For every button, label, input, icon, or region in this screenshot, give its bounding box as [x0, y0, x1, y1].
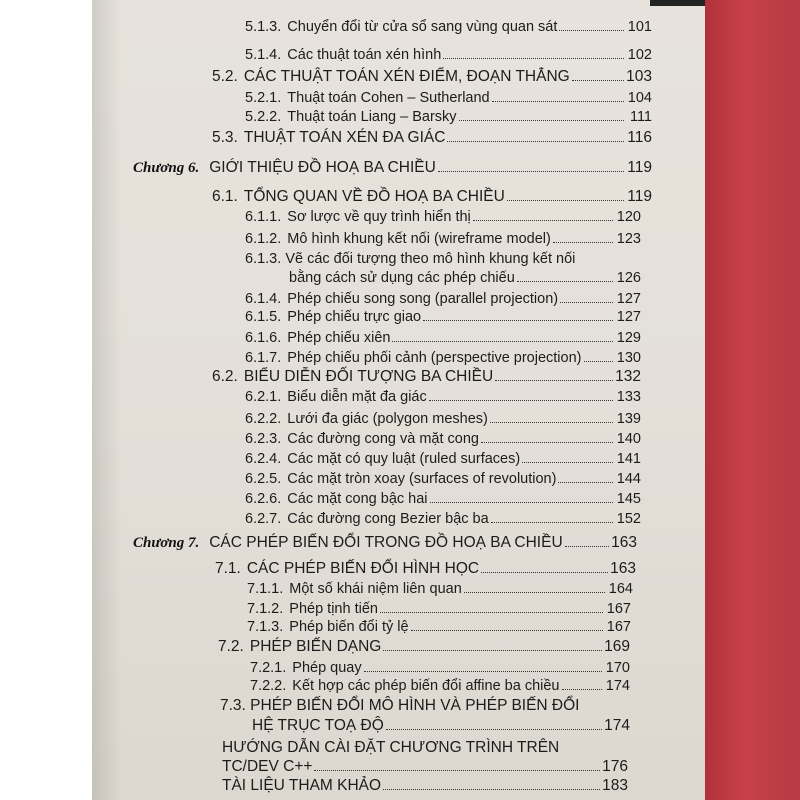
toc-title: CÁC THUẬT TOÁN XÉN ĐIỂM, ĐOẠN THẲNG [243, 68, 570, 85]
toc-title: THUẬT TOÁN XÉN ĐA GIÁC [243, 129, 446, 146]
toc-entry [252, 716, 630, 736]
toc-title: Phép chiếu song song (parallel projection) [287, 291, 559, 307]
toc-title: Phép chiếu xiên [287, 330, 391, 346]
toc-number: 5.2.1. [245, 90, 282, 106]
toc-number: 6.1. [212, 188, 238, 205]
dot-leader [553, 229, 613, 243]
toc-entry [250, 676, 630, 696]
toc-number: 7.2. [218, 638, 244, 655]
dot-leader [522, 449, 613, 463]
toc-title: Các đường cong và mặt cong [287, 431, 479, 447]
toc-entry-first-line [222, 738, 559, 758]
toc-title: PHÉP BIẾN DẠNG [249, 638, 382, 655]
toc-title: Phép tịnh tiến [289, 601, 378, 617]
toc-entry-first-line [220, 696, 579, 716]
toc-page: 139 [616, 411, 641, 427]
toc-number: 7.1.2. [247, 601, 284, 617]
toc-entry [245, 88, 652, 108]
toc-number: 7.1.3. [247, 619, 284, 635]
toc-title: BIỂU DIỄN ĐỐI TƯỢNG BA CHIỀU [243, 368, 494, 385]
toc-page: 127 [616, 291, 641, 307]
toc-title: Các mặt có quy luật (ruled surfaces) [287, 451, 521, 467]
toc-title: Các mặt cong bậc hai [287, 491, 428, 507]
toc-chapter-entry [133, 158, 652, 178]
toc-number: 6.2.4. [245, 451, 282, 467]
toc-number: 5.1.4. [245, 47, 282, 63]
toc-page: 120 [616, 209, 641, 225]
dot-leader [386, 716, 602, 730]
toc-number: 6.1.3. [245, 251, 282, 267]
toc-page: 123 [616, 231, 641, 247]
dot-leader [491, 509, 613, 523]
toc-title: Thuật toán Liang – Barsky [287, 109, 457, 125]
toc-page: 140 [616, 431, 641, 447]
toc-page: 183 [602, 777, 628, 794]
toc-number: 6.2.2. [245, 411, 282, 427]
toc-page: 167 [606, 601, 631, 617]
toc-entry [222, 776, 628, 796]
toc-page: 174 [605, 678, 630, 694]
toc-entry [245, 207, 641, 227]
toc-entry [245, 509, 641, 529]
toc-page: 132 [615, 368, 641, 385]
toc-page: 164 [608, 581, 633, 597]
toc-page: 141 [616, 451, 641, 467]
toc-entry [289, 268, 641, 288]
toc-number: 6.1.5. [245, 309, 282, 325]
toc-title: Kết hợp các phép biến đổi affine ba chiều [292, 678, 560, 694]
toc-entry [247, 579, 633, 599]
book-cover-edge [705, 0, 800, 800]
toc-title: TÀI LIỆU THAM KHẢO [222, 777, 382, 794]
toc-entry [245, 17, 652, 37]
toc-number: 5.2.2. [245, 109, 282, 125]
dot-leader [517, 268, 613, 282]
toc-title: PHÉP BIẾN ĐỔI MÔ HÌNH VÀ PHÉP BIẾN ĐỔI [250, 697, 580, 714]
toc-number: 7.2.2. [250, 678, 287, 694]
toc-page: 174 [604, 717, 630, 734]
toc-page: 170 [605, 660, 630, 676]
toc-page: 145 [616, 491, 641, 507]
dot-leader [314, 757, 600, 771]
dot-leader [481, 429, 613, 443]
toc-page: 102 [627, 47, 652, 63]
dot-leader [495, 367, 613, 381]
dot-leader [481, 559, 608, 573]
toc-page: 111 [629, 109, 652, 125]
dot-leader [559, 17, 624, 31]
toc-entry [212, 67, 652, 87]
dot-leader [429, 387, 613, 401]
toc-title: Lưới đa giác (polygon meshes) [287, 411, 488, 427]
page-corner-mark [650, 0, 705, 6]
dot-leader [558, 469, 613, 483]
toc-entry [218, 637, 630, 657]
toc-entry [212, 128, 652, 148]
toc-entry [245, 429, 641, 449]
toc-number: 6.2.3. [245, 431, 282, 447]
toc-entry [215, 559, 636, 579]
toc-page: 103 [626, 68, 652, 85]
dot-leader [392, 328, 613, 342]
toc-title: Các mặt tròn xoay (surfaces of revolution) [287, 471, 557, 487]
dot-leader [459, 107, 624, 121]
toc-entry [245, 229, 641, 249]
dot-leader [492, 88, 624, 102]
toc-title: Chuyển đổi từ cửa sổ sang vùng quan sát [287, 19, 558, 35]
dot-leader [507, 187, 624, 201]
toc-entry [245, 449, 641, 469]
chapter-label: Chương 7. [133, 535, 200, 551]
toc-number: 6.1.2. [245, 231, 282, 247]
toc-page: 116 [627, 129, 652, 146]
toc-page: 176 [602, 758, 628, 775]
toc-title: Phép chiếu phối cảnh (perspective projection) [287, 350, 582, 366]
toc-number: 7.3. [220, 697, 246, 714]
toc-page: 127 [616, 309, 641, 325]
page-gutter-shadow [92, 0, 122, 800]
toc-number: 6.1.4. [245, 291, 282, 307]
toc-page: 119 [627, 159, 652, 176]
dot-leader [438, 158, 624, 172]
toc-number: 5.3. [212, 129, 238, 146]
chapter-label: Chương 6. [133, 160, 200, 176]
toc-chapter-entry [133, 533, 637, 553]
toc-entry [245, 107, 652, 127]
toc-number: 6.2.1. [245, 389, 282, 405]
toc-entry [250, 658, 630, 678]
toc-entry [245, 307, 641, 327]
toc-title: Một số khái niệm liên quan [289, 581, 462, 597]
toc-title: Phép chiếu trực giao [287, 309, 422, 325]
toc-number: 5.1.3. [245, 19, 282, 35]
toc-title: Các thuật toán xén hình [287, 47, 442, 63]
toc-number: 6.2. [212, 368, 238, 385]
toc-title: GIỚI THIỆU ĐỒ HOẠ BA CHIỀU [209, 159, 436, 176]
toc-page: 163 [610, 560, 636, 577]
dot-leader [584, 348, 614, 362]
toc-title-continued: TC/DEV C++ [222, 758, 313, 775]
toc-page: 129 [616, 330, 641, 346]
toc-entry [247, 599, 631, 619]
dot-leader [443, 45, 624, 59]
toc-title: Phép biến đổi tỷ lệ [289, 619, 409, 635]
toc-entry [247, 617, 631, 637]
toc-title: Biểu diễn mặt đa giác [287, 389, 427, 405]
toc-title: Sơ lược về quy trình hiển thị [287, 209, 471, 225]
dot-leader [464, 579, 605, 593]
dot-leader [572, 67, 624, 81]
dot-leader [430, 489, 613, 503]
toc-page: 126 [616, 270, 641, 286]
toc-entry [245, 289, 641, 309]
toc-title: Thuật toán Cohen – Sutherland [287, 90, 490, 106]
toc-title: Mô hình khung kết nối (wireframe model) [287, 231, 551, 247]
toc-title-continued: bằng cách sử dụng các phép chiếu [289, 270, 515, 286]
dot-leader [560, 289, 613, 303]
toc-number: 6.1.6. [245, 330, 282, 346]
toc-title: HƯỚNG DẪN CÀI ĐẶT CHƯƠNG TRÌNH TRÊN [222, 739, 560, 756]
toc-number: 6.2.7. [245, 511, 282, 527]
toc-number: 6.2.5. [245, 471, 282, 487]
toc-number: 6.1.1. [245, 209, 282, 225]
toc-title-continued: HỆ TRỤC TOẠ ĐỘ [252, 717, 384, 734]
toc-page: 163 [611, 534, 637, 551]
toc-entry [245, 409, 641, 429]
toc-page: 144 [616, 471, 641, 487]
toc-entry [245, 328, 641, 348]
toc-title: Các đường cong Bezier bậc ba [287, 511, 489, 527]
toc-number: 7.1. [215, 560, 241, 577]
toc-number: 7.2.1. [250, 660, 287, 676]
toc-title: CÁC PHÉP BIẾN ĐỔI HÌNH HỌC [246, 560, 480, 577]
toc-title: TỔNG QUAN VỀ ĐỒ HOẠ BA CHIỀU [243, 188, 505, 205]
toc-number: 5.2. [212, 68, 238, 85]
toc-page: 119 [627, 188, 652, 205]
toc-title: Phép quay [292, 660, 362, 676]
toc-page: 169 [604, 638, 630, 655]
dot-leader [411, 617, 603, 631]
toc-number: 6.1.7. [245, 350, 282, 366]
toc-entry [212, 187, 652, 207]
toc-page: 104 [627, 90, 652, 106]
toc-entry [245, 469, 641, 489]
toc-entry [245, 45, 652, 65]
toc-entry-first-line [245, 249, 575, 269]
dot-leader [383, 776, 600, 790]
toc-number: 6.2.6. [245, 491, 282, 507]
dot-leader [447, 128, 624, 142]
toc-page: 133 [616, 389, 641, 405]
dot-leader [473, 207, 613, 221]
toc-title: Vẽ các đối tượng theo mô hình khung kết nối [285, 251, 576, 267]
toc-page: 101 [627, 19, 652, 35]
toc-page: 130 [616, 350, 641, 366]
dot-leader [423, 307, 613, 321]
toc-page: 152 [616, 511, 641, 527]
dot-leader [565, 533, 609, 547]
dot-leader [490, 409, 613, 423]
toc-entry [245, 387, 641, 407]
dot-leader [383, 637, 602, 651]
dot-leader [380, 599, 603, 613]
toc-entry [245, 348, 641, 368]
toc-entry [222, 757, 628, 777]
toc-page: 167 [606, 619, 631, 635]
toc-number: 7.1.1. [247, 581, 284, 597]
toc-entry [212, 367, 641, 387]
toc-entry [245, 489, 641, 509]
dot-leader [562, 676, 603, 690]
dot-leader [364, 658, 602, 672]
toc-title: CÁC PHÉP BIẾN ĐỔI TRONG ĐỒ HOẠ BA CHIỀU [209, 534, 563, 551]
